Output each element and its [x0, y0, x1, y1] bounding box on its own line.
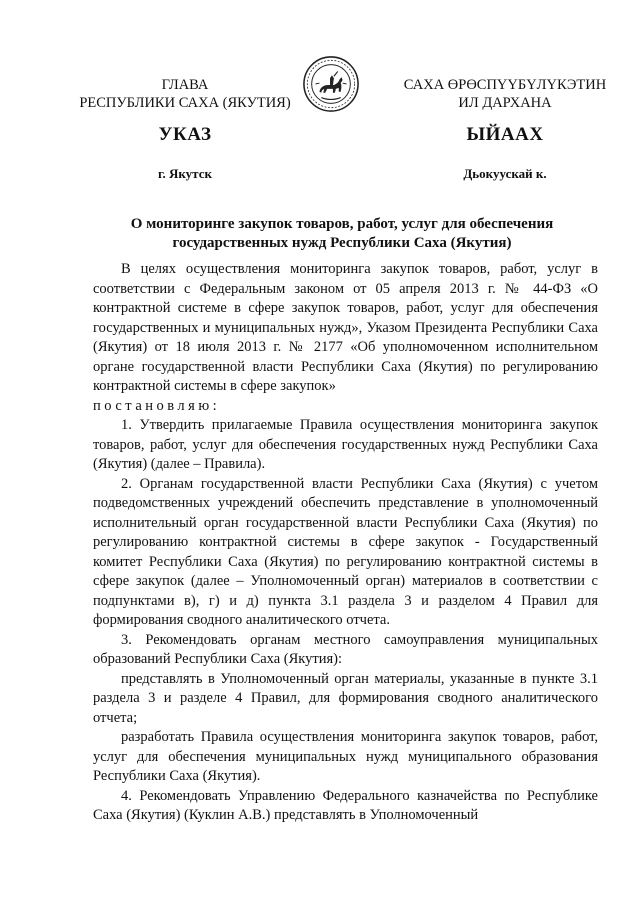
- place-russian: г. Якутск: [158, 166, 212, 181]
- item-2-paragraph: 2. Органам государственной власти Республики Саха (Якутия) с учетом подведомственных учреждений обеспечить представление в уполномоченный исполнительный орган государственной власти Республики Саха (Якутия) по регулированию контрактной системы в сфере закупок - Государственный комитет Республики Саха (Якутия) по регулированию контрактной системы в сфере закупок (далее – Уполномоченный орган) материалов в соответствии с подпунктами в), г) и д) пункта 3.1 раздела 3 и разделом 4 Правил для формирования сводного аналитического отчета.: [93, 475, 598, 628]
- doc-type-sakha: ЫЙААХ: [466, 124, 544, 145]
- document-title-line1: О мониторинге закупок товаров, работ, услуг для обеспечения: [130, 216, 554, 232]
- item-4-paragraph: 4. Рекомендовать Управлению Федерального казначейства по Республике Саха (Якутия) (Куклин А.В.) представлять в Уполномоченный: [93, 787, 598, 823]
- issuer-title-line2: РЕСПУБЛИКИ САХА (ЯКУТИЯ): [79, 95, 291, 111]
- issuer-title-sakha-line2: ИЛ ДАРХАНА: [458, 95, 552, 111]
- item-3b-paragraph: разработать Правила осуществления мониторинга закупок товаров, работ, услуг для обеспечения муниципальных нужд муниципального образования Республики Саха (Якутия).: [93, 729, 598, 784]
- issuer-title-line1: ГЛАВА: [161, 77, 209, 93]
- document-title: [92, 215, 592, 253]
- preamble-paragraph: В целях осуществления мониторинга закупок товаров, работ, услуг в соответствии с Федеральным законом от 05 апреля 2013 г. № 44-ФЗ «О контрактной системе в сфере закупок товаров, работ, услуг для обеспечения государственных и муниципальных нужд», Указом Президента Республики Саха (Якутия) от 18 июля 2013 г. № 2177 «Об уполномоченном исполнительном органе государственной власти Республики Саха (Якутия) по регулированию контрактной системы в сфере закупок»: [93, 261, 598, 394]
- place-sakha: Дьокуускай к.: [463, 166, 547, 181]
- item-1-paragraph: 1. Утвердить прилагаемые Правила осуществления мониторинга закупок товаров, работ, услуг для обеспечения государственных нужд Республики Саха (Якутия) (далее – Правила).: [93, 417, 598, 472]
- issuer-header-russian: [60, 76, 310, 112]
- coat-of-arms-icon: [302, 55, 360, 113]
- document-body: [93, 260, 598, 826]
- item-3a-paragraph: представлять в Уполномоченный орган материалы, указанные в пункте 3.1 раздела 3 и разделе 4 Правил, для формирования сводного аналитического отчета;: [93, 670, 598, 726]
- issuer-header-sakha: [380, 76, 630, 112]
- item-3-paragraph: 3. Рекомендовать органам местного самоуправления муниципальных образований Республики Саха (Якутия):: [93, 631, 598, 667]
- decree-word: постановляю:: [93, 397, 221, 414]
- document-title-line2: государственных нужд Республики Саха (Якутия): [172, 235, 512, 251]
- issuer-title-sakha-line1: САХА ӨРӨСПҮҮБҮЛҮКЭТИН: [403, 77, 607, 93]
- doc-type-russian: УКАЗ: [158, 124, 212, 145]
